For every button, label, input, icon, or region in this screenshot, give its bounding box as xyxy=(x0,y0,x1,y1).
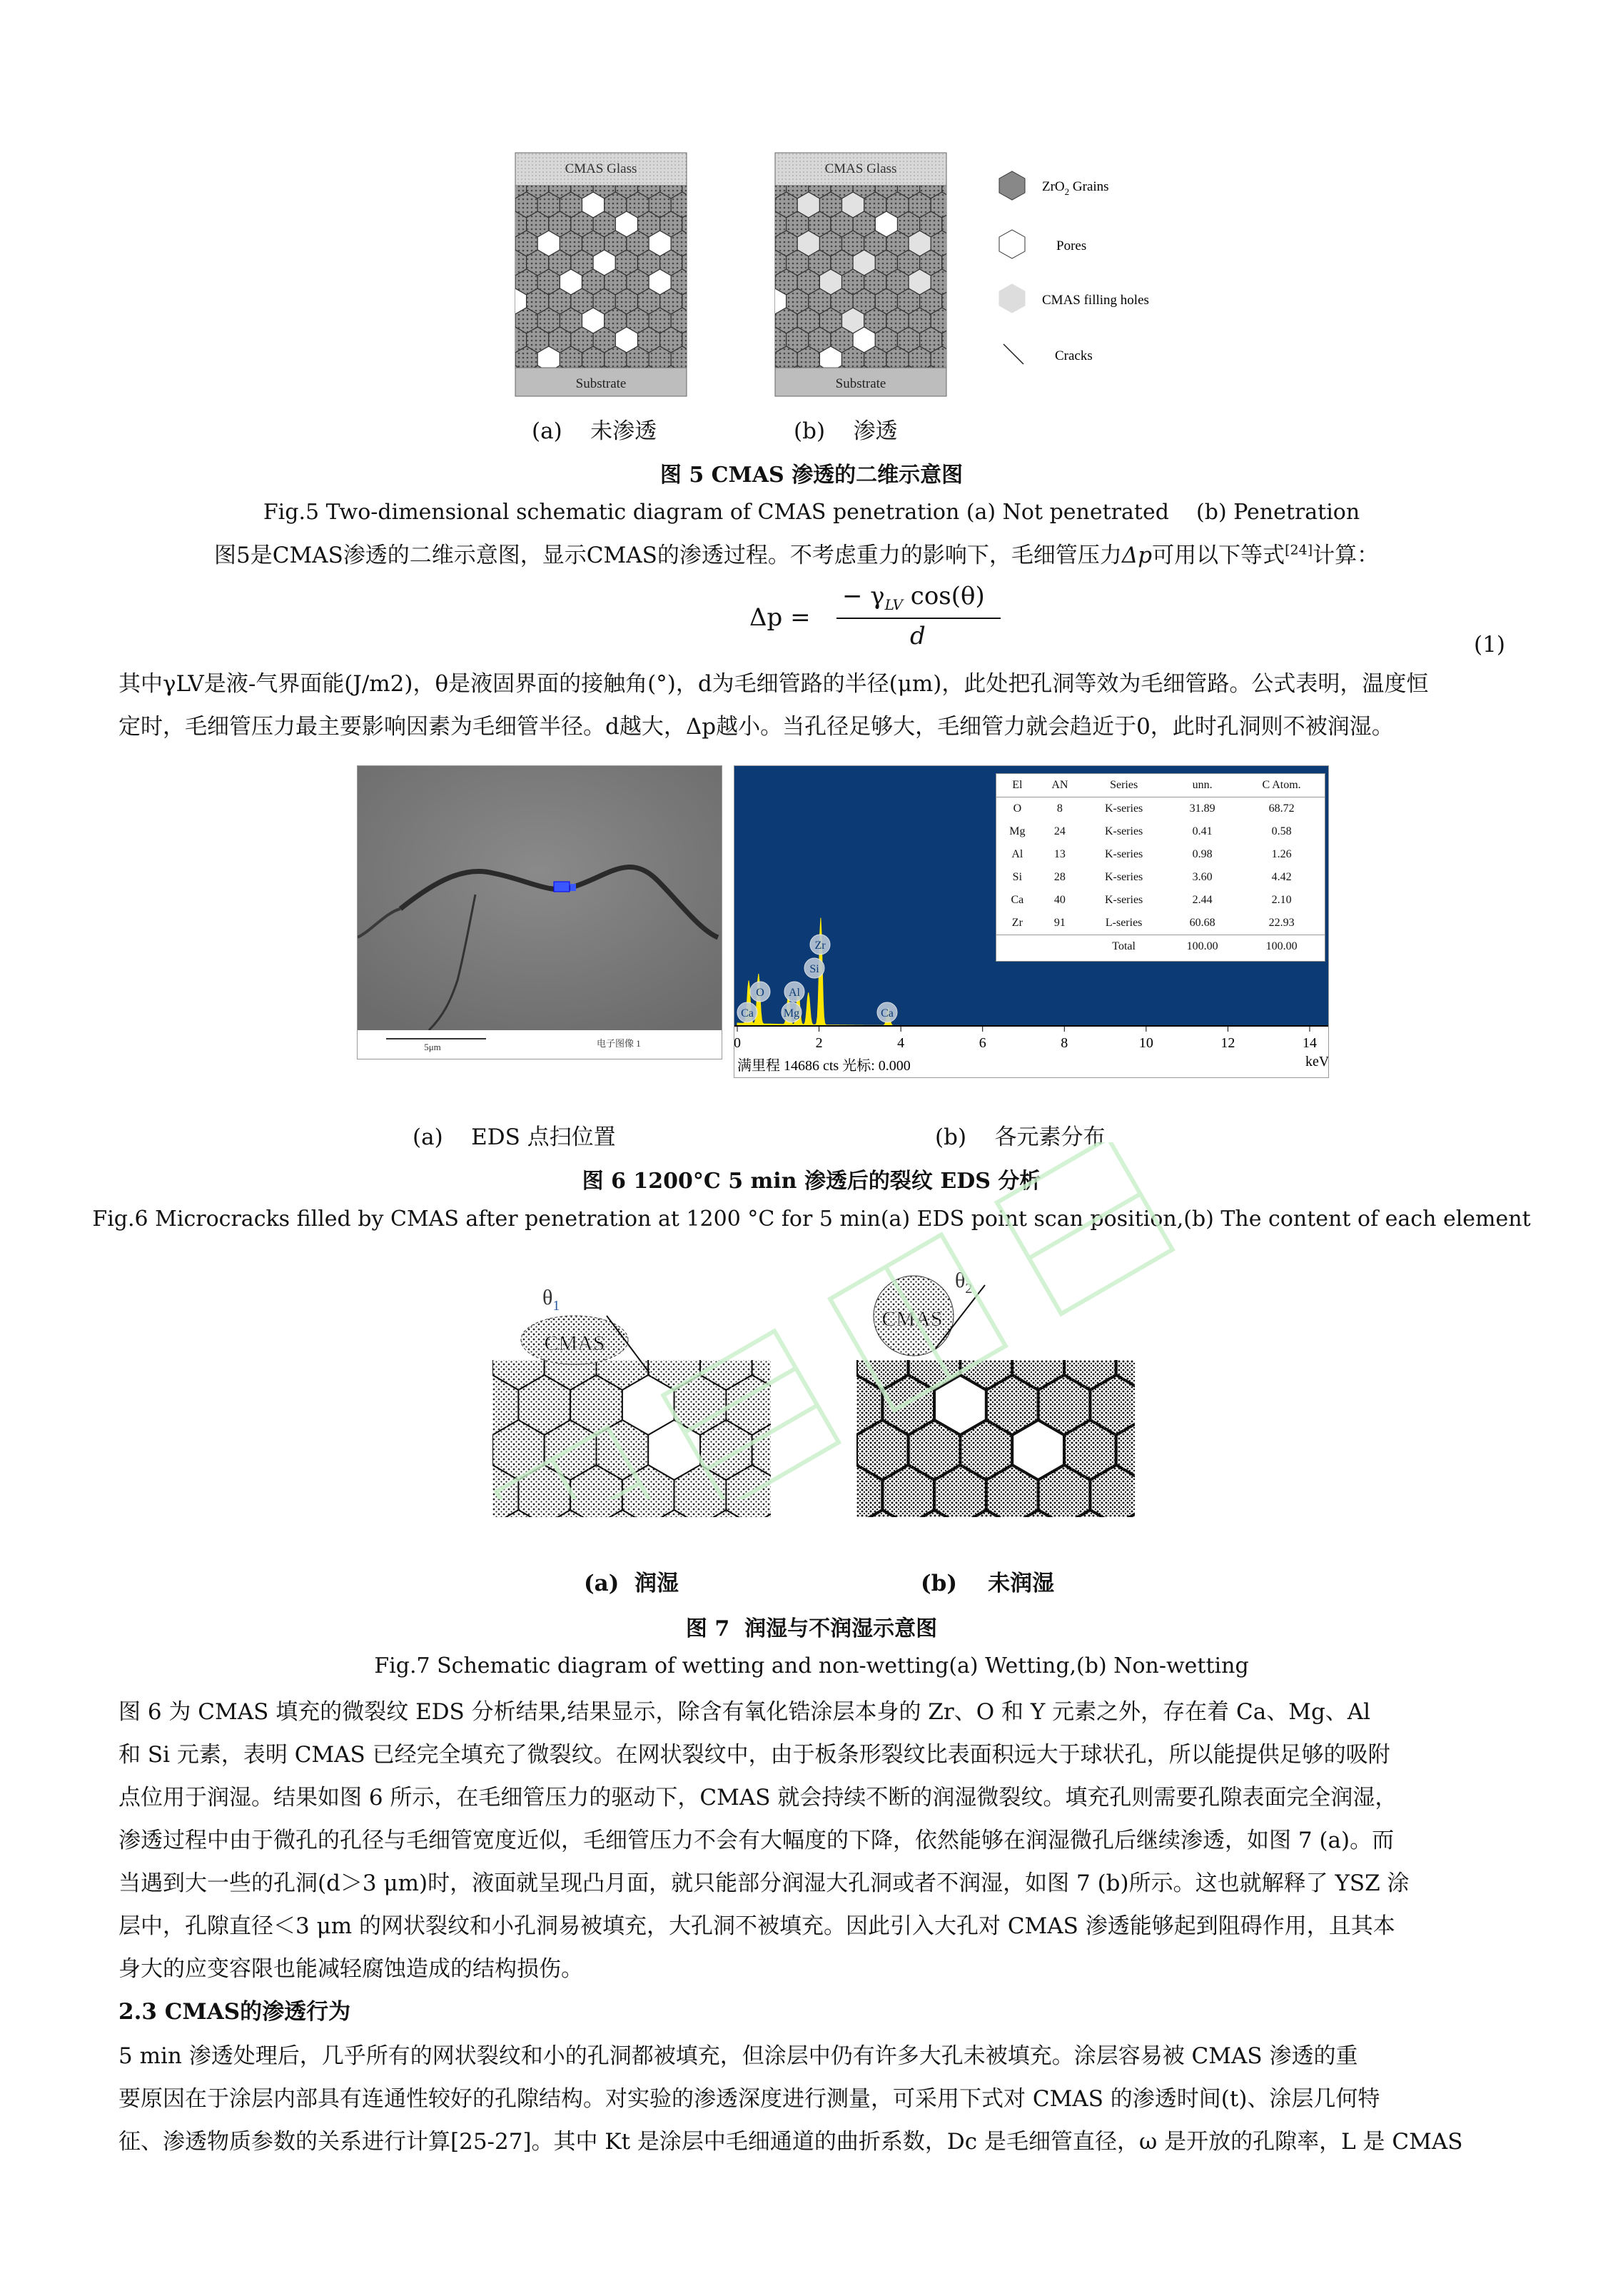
fig5-sub-b: (b) 渗透 xyxy=(794,418,898,444)
table-cell: Series xyxy=(1081,774,1166,797)
table-cell: Mg xyxy=(1009,825,1026,837)
fig5-sub-a: (a) 未渗透 xyxy=(532,418,657,444)
eds-tick-label: 6 xyxy=(979,1035,986,1051)
table-row xyxy=(996,820,1325,843)
fig5-diagram xyxy=(500,150,1285,414)
fig7-sub-a: (a) 润湿 xyxy=(584,1571,679,1596)
table-cell: Ca xyxy=(1011,894,1024,906)
eds-tick-label: 14 xyxy=(1303,1035,1317,1051)
legend-grain-icon xyxy=(999,171,1025,200)
fig6-caption-zh: 图 6 1200°C 5 min 渗透后的裂纹 EDS 分析 xyxy=(582,1169,1041,1194)
eds-scan-marker xyxy=(554,882,570,892)
eds-peak-label: Ca xyxy=(881,1007,894,1019)
eds-peak-label: Si xyxy=(809,963,819,975)
text-line: 点位用于润湿。结果如图 6 所示，在毛细管压力的驱动下，CMAS 就会持续不断的润湿微裂纹。填充孔则需要孔隙表面完全润湿， xyxy=(118,1785,1397,1811)
table-cell: O xyxy=(1013,802,1022,815)
fig7-caption-zh: 图 7 润湿与不润湿示意图 xyxy=(685,1616,938,1641)
text-line: 当遇到大一些的孔洞(d＞3 μm)时，液面就呈现凸月面，就只能部分润湿大孔洞或者不润湿，如图 7 (b)所示。这也就解释了 YSZ 涂 xyxy=(118,1870,1410,1896)
legend-cmas-label: CMAS filling holes xyxy=(1042,293,1149,308)
eds-tick-label: 0 xyxy=(734,1035,741,1051)
para4 xyxy=(118,2035,1510,2163)
fig5b-panel xyxy=(764,153,975,396)
fig5b-top-label: CMAS Glass xyxy=(824,161,897,176)
sem-scale-label: 5μm xyxy=(424,1042,441,1052)
table-row xyxy=(996,843,1325,866)
fig5a-top-label: CMAS Glass xyxy=(565,161,637,176)
eds-footer: 满里程 14686 cts 光标: 0.000 xyxy=(737,1058,911,1074)
text-line: 图 6 为 CMAS 填充的微裂纹 EDS 分析结果,结果显示，除含有氧化锆涂层本身的 Zr、O 和 Y 元素之外，存在着 Ca、Mg、Al xyxy=(118,1699,1371,1725)
table-row xyxy=(996,935,1325,959)
table-row xyxy=(996,797,1325,821)
text-line: 层中，孔隙直径＜3 μm 的网状裂纹和小孔洞易被填充，大孔洞不被填充。因此引入大孔对 CMAS 渗透能够起到阻碍作用，且其本 xyxy=(118,1913,1395,1939)
fig5b-bottom-label: Substrate xyxy=(835,376,886,391)
table-cell: 2.10 xyxy=(1271,894,1292,906)
text-line: 和 Si 元素，表明 CMAS 已经完全填充了微裂纹。在网状裂纹中，由于板条形裂纹比表面积远大于球状孔，所以能提供足够的吸附 xyxy=(118,1742,1390,1768)
eds-tick-label: 2 xyxy=(815,1035,823,1051)
table-row xyxy=(996,866,1325,889)
fig5-legend xyxy=(999,171,1149,364)
table-cell: 31.89 xyxy=(1189,802,1215,815)
table-cell: Total xyxy=(1112,940,1136,952)
fig6a-sem-image xyxy=(357,765,722,1059)
eds-peak-label: Mg xyxy=(783,1007,800,1019)
fig7-sub-b: (b) 未润湿 xyxy=(921,1571,1055,1596)
legend-crack-icon xyxy=(1003,344,1023,364)
eds-tick-label: 12 xyxy=(1220,1035,1235,1051)
table-cell: 22.93 xyxy=(1238,912,1325,935)
table-cell: Si xyxy=(1012,871,1023,883)
table-cell xyxy=(996,935,1038,959)
fig6-sub-a: (a) EDS 点扫位置 xyxy=(413,1124,616,1150)
svg-text:θ2: $\theta_2$ xyxy=(955,1269,973,1296)
table-cell: K-series xyxy=(1104,825,1143,837)
fig7a-cmas-label: CMAS xyxy=(544,1331,605,1355)
fig5-caption-en: Fig.5 Two-dimensional schematic diagram of CMAS penetration (a) Not penetrated (b) Penetration xyxy=(263,500,1360,525)
table-cell: K-series xyxy=(1104,802,1143,815)
table-cell: 68.72 xyxy=(1268,802,1295,815)
fig6b-eds-spectrum xyxy=(734,765,1329,1078)
table-cell: Zr xyxy=(996,912,1038,935)
table-cell: Al xyxy=(1011,848,1023,860)
table-cell: 0.41 xyxy=(1192,825,1213,837)
legend-cracks-label: Cracks xyxy=(1055,348,1093,363)
table-cell: L-series xyxy=(1081,912,1166,935)
table-cell: 100.00 xyxy=(1186,940,1218,952)
table-cell: 28 xyxy=(1053,871,1066,883)
text-line: 征、渗透物质参数的关系进行计算[25-27]。其中 Kt 是涂层中毛细通道的曲折系数，Dc 是毛细管直径，ω 是开放的孔隙率，L 是 CMAS xyxy=(118,2129,1463,2155)
fig7-caption-en: Fig.7 Schematic diagram of wetting and non-wetting(a) Wetting,(b) Non-wetting xyxy=(374,1653,1249,1678)
table-cell: 91 xyxy=(1038,912,1081,935)
fig6-sub-b: (b) 各元素分布 xyxy=(935,1124,1106,1150)
table-cell: 13 xyxy=(1053,848,1066,860)
text-line: 5 min 渗透处理后，几乎所有的网状裂纹和小的孔洞都被填充，但涂层中仍有许多大孔未被填充。涂层容易被 CMAS 渗透的重 xyxy=(118,2043,1358,2069)
table-cell xyxy=(1038,935,1081,959)
table-cell: El xyxy=(996,774,1038,797)
eds-axis-unit: keV xyxy=(1305,1054,1328,1069)
legend-cmas-icon xyxy=(999,284,1025,313)
para2: 其中γLV是液-气界面能(J/m2)，θ是液固界面的接触角(°)，d为毛细管路的半径(μm)，此处把孔洞等效为毛细管路。公式表明，温度恒 定时，毛细管压力最主要影响因素为毛细管半径。d越大，Δp越小。当孔径足够大，毛细管力就会趋近于0，此时孔洞则不被润湿。 xyxy=(118,671,1429,740)
table-cell: K-series xyxy=(1104,871,1143,883)
table-cell: 1.26 xyxy=(1271,848,1292,860)
table-cell: unn. xyxy=(1166,774,1238,797)
fig7b-panel xyxy=(804,1330,1178,1517)
eds-tick-label: 10 xyxy=(1138,1035,1153,1051)
section-heading: 2.3 CMAS的渗透行为 xyxy=(118,1999,351,2025)
table-cell: 24 xyxy=(1053,825,1066,837)
table-cell: 60.68 xyxy=(1166,912,1238,935)
para1: 图5是CMAS渗透的二维示意图，显示CMAS的渗透过程。不考虑重力的影响下，毛细管压力Δp可用以下等式[24]计算： xyxy=(214,542,1380,568)
text-line: 要原因在于涂层内部具有连通性较好的孔隙结构。对实验的渗透深度进行测量，可采用下式对 CMAS 的渗透时间(t)、涂层几何特 xyxy=(118,2086,1380,2112)
table-cell: 0.58 xyxy=(1271,825,1292,837)
fig7b-cmas-label: CMAS xyxy=(881,1307,943,1331)
table-cell: 2.44 xyxy=(1192,894,1213,906)
table-cell: 4.42 xyxy=(1271,871,1292,883)
svg-text:θ1: $\theta_1$ xyxy=(542,1286,560,1314)
fig7-diagram xyxy=(492,1253,1178,1517)
table-cell: 0.98 xyxy=(1192,848,1213,860)
table-row xyxy=(996,774,1325,797)
eds-peak-label: O xyxy=(756,987,764,999)
table-cell: AN xyxy=(1038,774,1081,797)
text-line: 身大的应变容限也能减轻腐蚀造成的结构损伤。 xyxy=(118,1956,583,1982)
eds-table xyxy=(996,773,1325,962)
fig5a-panel xyxy=(504,153,715,396)
table-cell: K-series xyxy=(1104,894,1143,906)
eds-peak-label: Al xyxy=(789,987,800,999)
table-row xyxy=(996,889,1325,912)
eds-peak-label: Ca xyxy=(741,1007,754,1019)
table-cell: C Atom. xyxy=(1238,774,1325,797)
fig5-caption-zh: 图 5 CMAS 渗透的二维示意图 xyxy=(659,463,964,488)
table-cell: 3.60 xyxy=(1192,871,1213,883)
fig6-caption-en: Fig.6 Microcracks filled by CMAS after penetration at 1200 °C for 5 min(a) EDS point scan position,(b) The content of each element xyxy=(92,1207,1531,1232)
para3 xyxy=(118,1691,1510,1990)
table-cell: K-series xyxy=(1104,848,1143,860)
sem-image-label: 电子图像 1 xyxy=(597,1038,641,1049)
eds-tick-label: 4 xyxy=(897,1035,905,1051)
table-row xyxy=(996,912,1325,935)
legend-pore-icon xyxy=(999,230,1025,258)
equation-number: (1) xyxy=(1474,632,1505,658)
table-cell: 40 xyxy=(1053,894,1066,906)
eds-tick-label: 8 xyxy=(1061,1035,1068,1051)
svg-text:ZrO2 Grains: ZrO$_2$ Grains xyxy=(1042,179,1109,197)
text-line: 渗透过程中由于微孔的孔径与毛细管宽度近似，毛细管压力不会有大幅度的下降，依然能够在润湿微孔后继续渗透，如图 7 (a)。而 xyxy=(118,1828,1395,1853)
legend-pores-label: Pores xyxy=(1056,238,1087,253)
table-cell: 100.00 xyxy=(1265,940,1298,952)
table-cell: 8 xyxy=(1056,802,1063,815)
fig5a-bottom-label: Substrate xyxy=(575,376,627,391)
eds-peak-label: Zr xyxy=(814,940,826,952)
